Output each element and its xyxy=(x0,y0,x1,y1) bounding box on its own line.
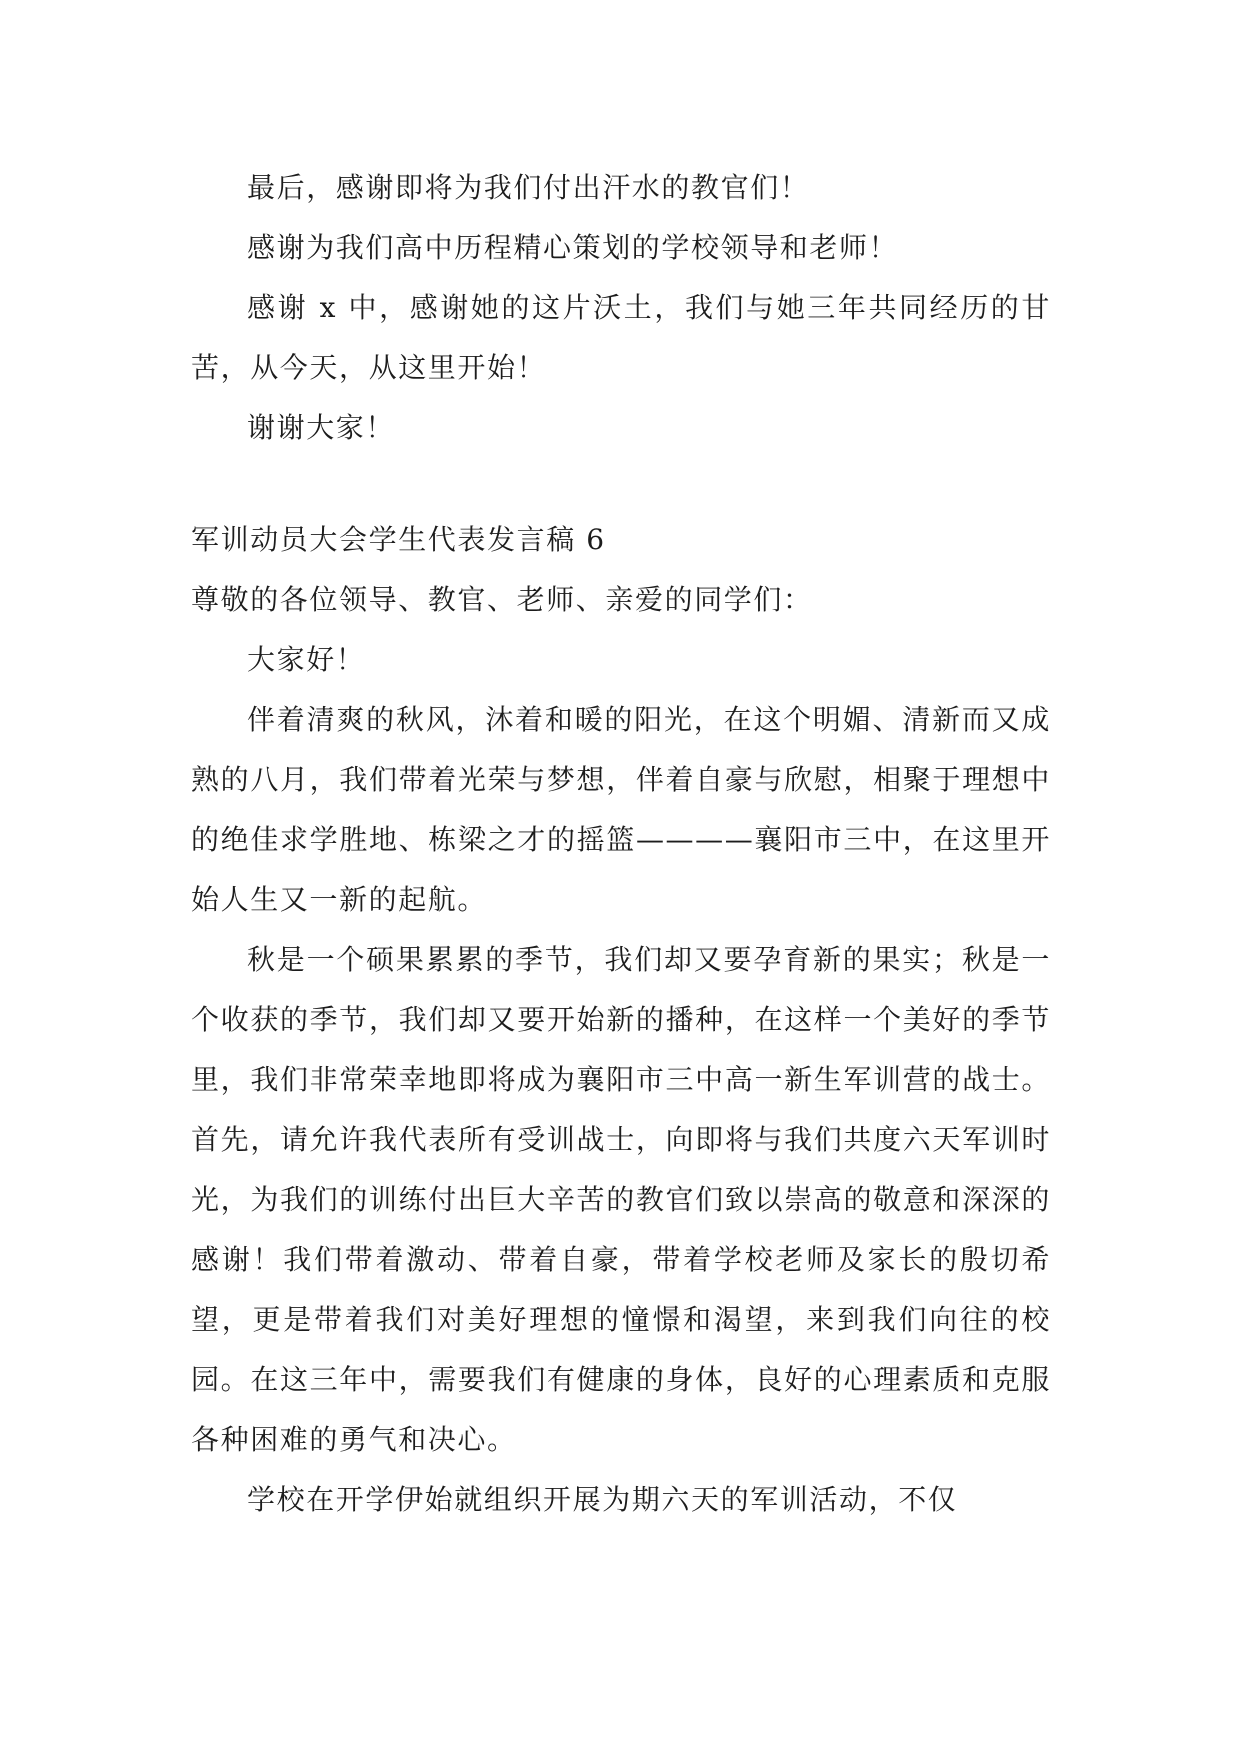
paragraph-autumn-season: 秋是一个硕果累累的季节，我们却又要孕育新的果实；秋是一个收获的季节，我们却又要开始新的播种，在这样一个美好的季节里，我们非常荣幸地即将成为襄阳市三中高一新生军训营的战士。首先，请允许我代表所有受训战士，向即将与我们共度六天军训时光，为我们的训练付出巨大辛苦的教官们致以崇高的敬意和深深的感谢！我们带着激动、带着自豪，带着学校老师及家长的殷切希望，更是带着我们对美好理想的憧憬和渴望，来到我们向往的校园。在这三年中，需要我们有健康的身体，良好的心理素质和克服各种困难的勇气和决心。 xyxy=(191,943,1051,1456)
paragraph-military-training: 学校在开学伊始就组织开展为期六天的军训活动，不仅 xyxy=(247,1483,958,1516)
paragraph-thanks-instructors: 最后，感谢即将为我们付出汗水的教官们！ xyxy=(247,171,810,204)
speech-ending-section xyxy=(191,158,1051,458)
section-heading: 军训动员大会学生代表发言稿 6 xyxy=(191,523,606,556)
paragraph-autumn-arrival: 伴着清爽的秋风，沐着和暖的阳光，在这个明媚、清新而又成熟的八月，我们带着光荣与梦想，伴着自豪与欣慰，相聚于理想中的绝佳求学胜地、栋梁之才的摇篮————襄阳市三中，在这里开始人生又一新的起航。 xyxy=(191,703,1051,916)
speech-6-section xyxy=(191,510,1051,1530)
salutation: 尊敬的各位领导、教官、老师、亲爱的同学们： xyxy=(191,583,813,616)
paragraph-thanks-school: 感谢 x 中，感谢她的这片沃土，我们与她三年共同经历的甘苦，从今天，从这里开始！ xyxy=(191,291,1051,384)
paragraph-thank-you: 谢谢大家！ xyxy=(247,411,396,444)
greeting: 大家好！ xyxy=(247,643,366,676)
paragraph-thanks-leaders: 感谢为我们高中历程精心策划的学校领导和老师！ xyxy=(247,231,899,264)
